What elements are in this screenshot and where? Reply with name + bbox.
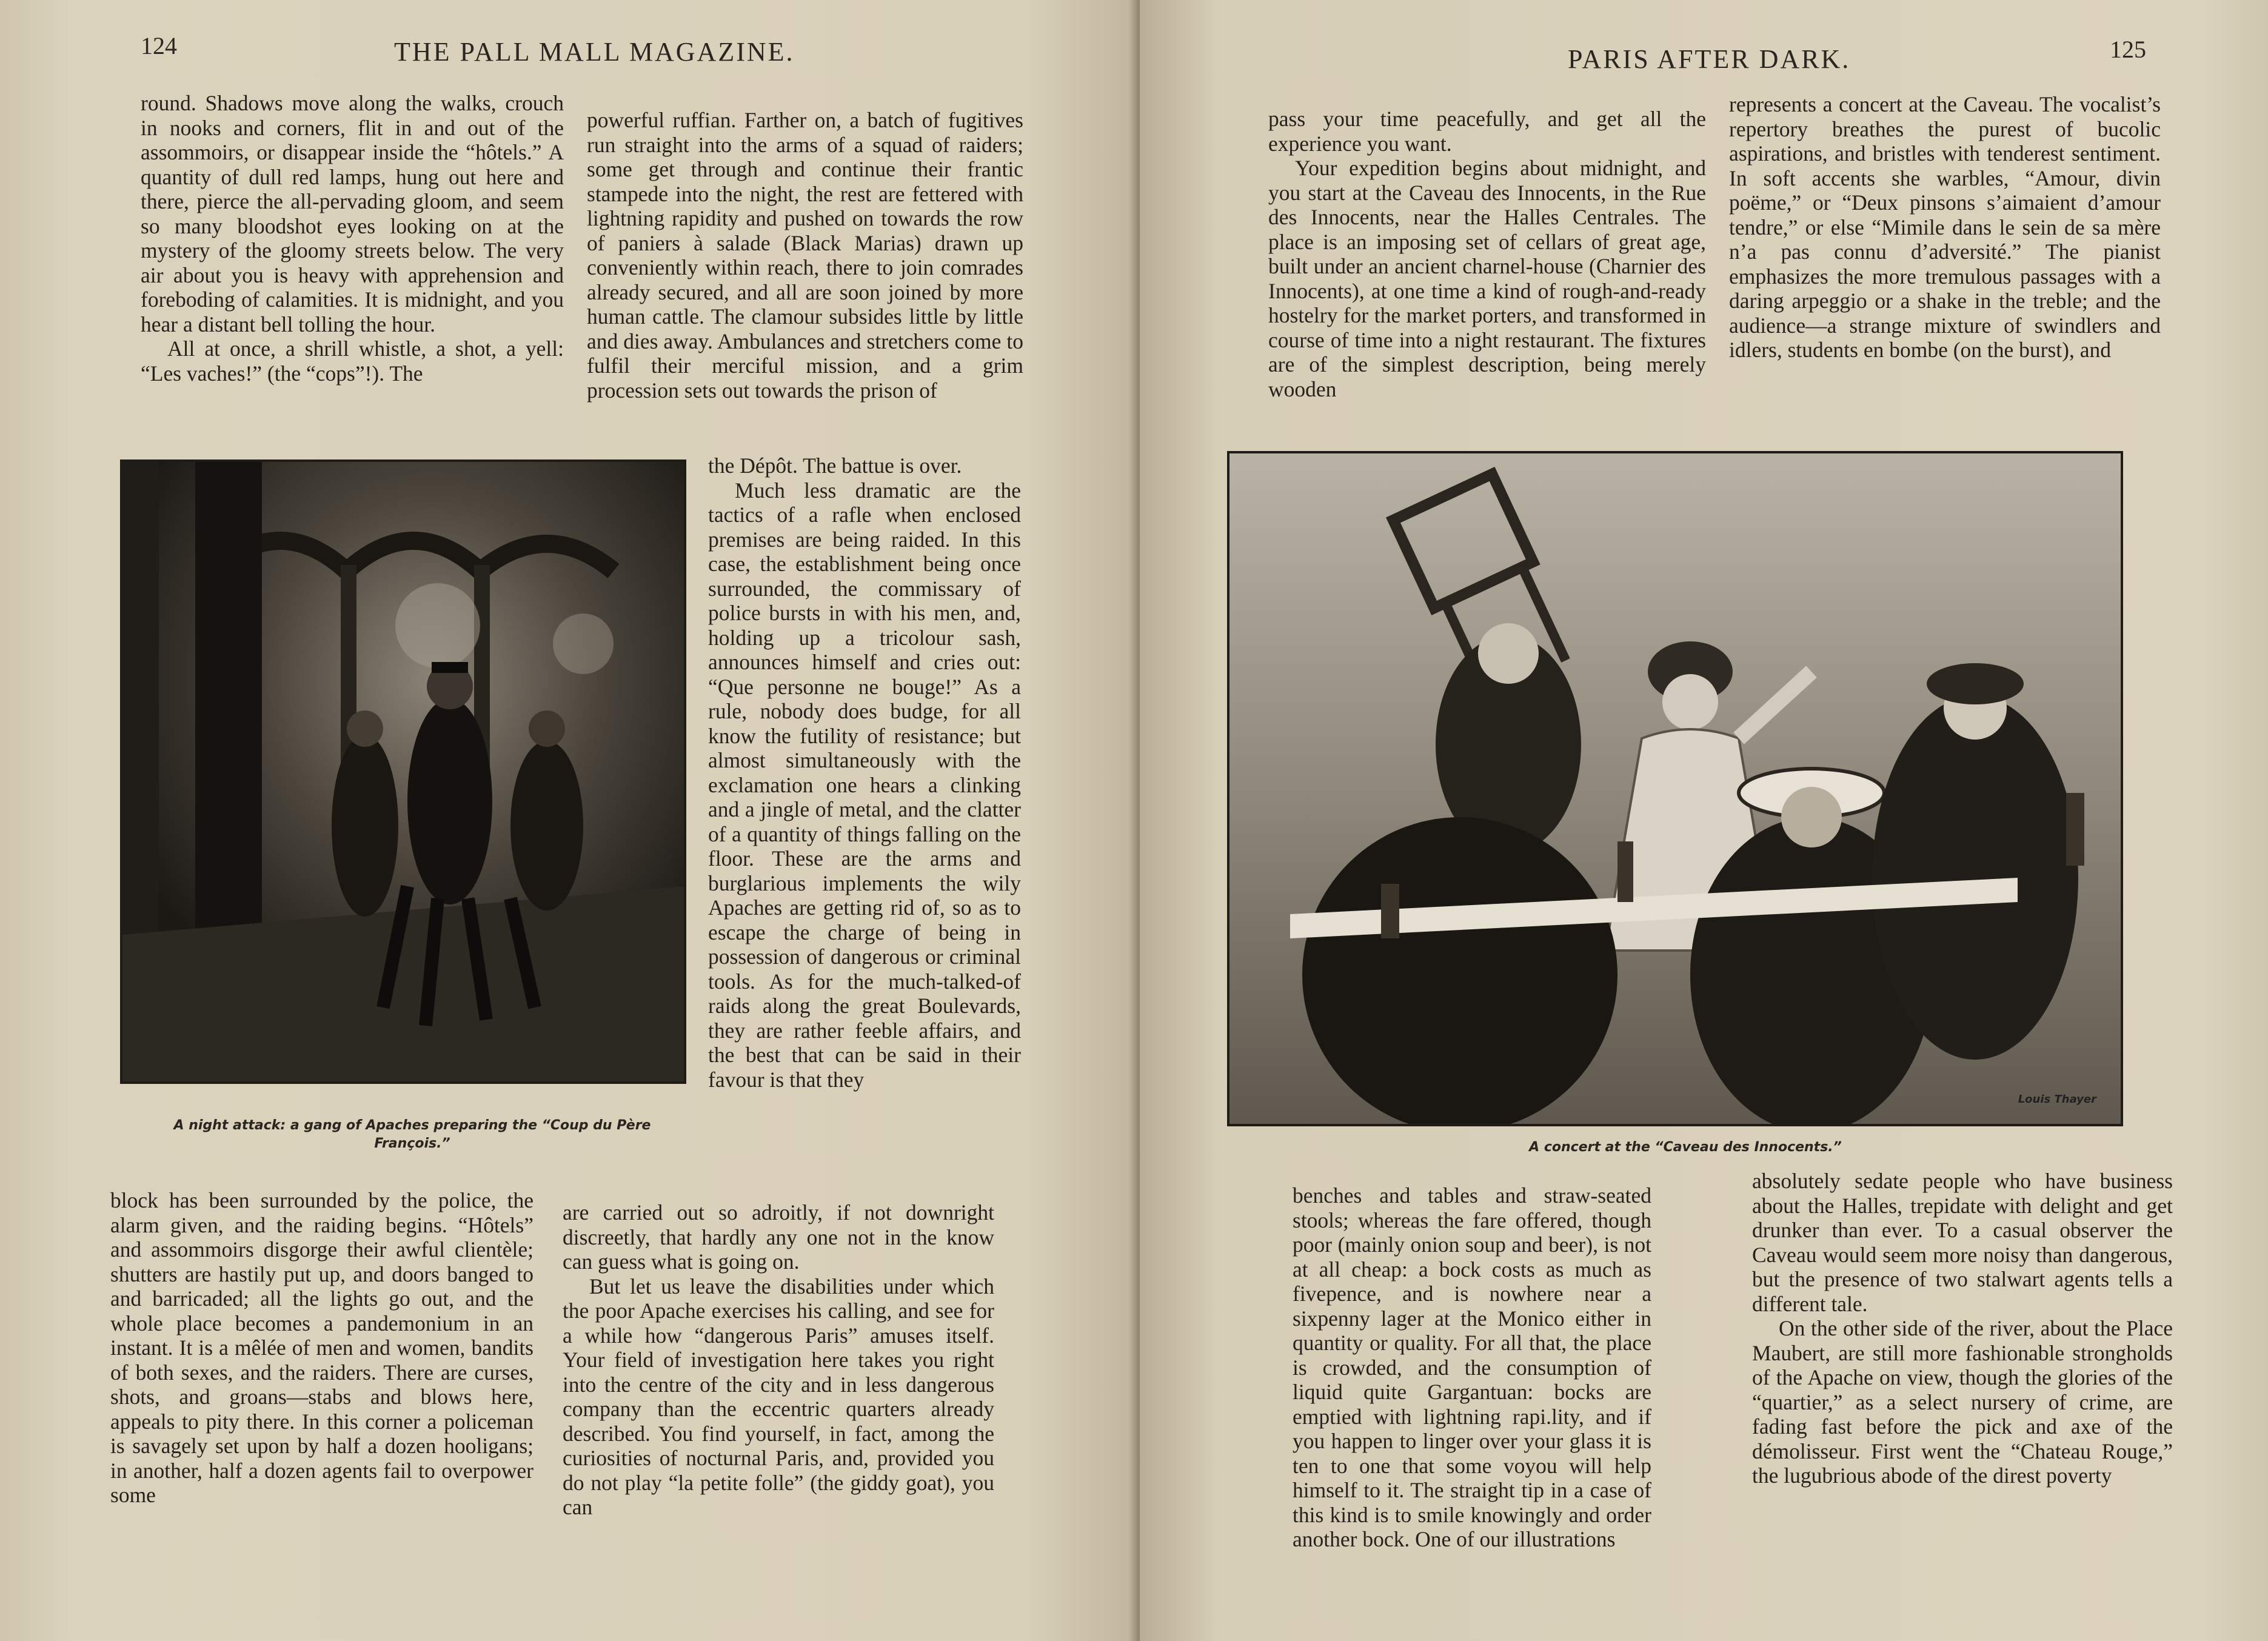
illustration-concert: [1227, 451, 2123, 1126]
paragraph: represents a concert at the Caveau. The vocalist’s repertory breathes the purest of bucolic aspirations, and bristles with tenderest sentiment. In soft accents she warbles, “Amour, divin poëme,” or “Deux pinsons s’aimaient d’amour tendre,” or else “Mimile dans le sein de sa mère n’a pas connu d’adversité.” The pianist emphasizes the more tremulous passages with a daring arpeggio or a shake in the treble; and the audience—a strange mixture of swindlers and idlers, students en bombe (on the burst), and: [1729, 92, 2161, 362]
paragraph: benches and tables and straw-seated stools; whereas the fare offered, though poor (mainly onion soup and beer), is not at all cheap: a bock costs as much as fivepence, and is nowhere near a sixpenny lager at the Monico either in quantity or quality. For all that, the place is crowded, and the consumption of liquid quite Gargantuan: bocks are emptied with lightning rapi.lity, and if you happen to linger over your glass it is ten to one that some voyou will help himself to it. The straight tip in a case of this kind is to smile knowingly and order another bock. One of our illustrations: [1293, 1183, 1651, 1551]
paragraph: absolutely sedate people who have business about the Halles, trepidate with delight and get drunker than ever. To a casual observer the Caveau would seem more noisy than dangerous, but the presence of two stalwart agents tells a different tale.: [1752, 1169, 2173, 1316]
right-col2-top: [1729, 92, 2161, 363]
paragraph: pass your time peacefully, and get all the experience you want.: [1268, 107, 1706, 156]
night-attack-drawing: [122, 462, 684, 1081]
left-folio: 124: [141, 32, 177, 59]
concert-drawing: [1229, 453, 2121, 1124]
right-page: [1140, 0, 2268, 1641]
paragraph: block has been surrounded by the police, the alarm given, and the raiding begins. “Hôtels” and assommoirs disgorge their awful clientèle; shutters are hastily put up, and doors banged to and barricaded; all the lights go out, and the whole place becomes a pandemonium in an instant. It is a mêlée of men and women, bandits of both sexes, and the raiders. There are curses, shots, and groans—stabs and blows here, appeals to pity there. In this corner a policeman is savagely set upon by half a dozen hooligans; in another, half a dozen agents fail to overpower some: [110, 1188, 534, 1507]
paragraph: Your expedition begins about midnight, and you start at the Caveau des Innocents, in the Rue des Innocents, near the Halles Centrales. The place is an imposing set of cellars of great age, built under an ancient charnel-house (Charnier des Innocents), at one time a kind of rough-and-ready hostelry for the market porters, and transformed in course of time into a night restaurant. The fixtures are of the simplest description, being merely wooden: [1268, 156, 1706, 401]
right-running-head: PARIS AFTER DARK.: [1568, 44, 1851, 74]
right-col1-bottom: [1293, 1183, 1651, 1552]
paragraph: are carried out so adroitly, if not downright discreetly, that hardly any one not in the know can guess what is going on.: [563, 1200, 994, 1274]
paragraph: round. Shadows move along the walks, crouch in nooks and corners, flit in and out of the assommoirs, or disappear inside the “hôtels.” A quantity of dull red lamps, hung out here and there, pierce the all-pervading gloom, and seem so many bloodshot eyes looking on at the mystery of the gloomy streets below. The very air about you is heavy with apprehension and foreboding of calamities. It is midnight, and you hear a distant bell tolling the hour.: [141, 91, 564, 336]
left-col2-narrow: [708, 453, 1021, 1092]
paragraph: powerful ruffian. Farther on, a batch of fugitives run straight into the arms of a squad of raiders; some get through and continue their frantic stampede into the night, the rest are fettered with lightning rapidity and pushed on towards the row of paniers à salade (Black Marias) drawn up conveniently within reach, there to join comrades already secured, and all are soon joined by more human cattle. The clamour subsides little by little and dies away. Ambulances and stretchers come to fulfil their merciful mission, and a grim procession sets out towards the prison of: [587, 108, 1023, 403]
illustrator-signature: Louis Thayer: [2018, 1093, 2096, 1106]
left-running-head: THE PALL MALL MAGAZINE.: [394, 37, 795, 67]
right-folio: 125: [2110, 36, 2146, 63]
paragraph: All at once, a shrill whistle, a shot, a yell: “Les vaches!” (the “cops”!). The: [141, 336, 564, 386]
paragraph: Much less dramatic are the tactics of a rafle when enclosed premises are being raided. In this case, the establishment being once surrounded, the commissary of police bursts in with his men, and, holding up a tricolour sash, announces himself and cries out: “Que personne ne bouge!” As a rule, nobody does budge, for all know the futility of resistance; but almost simultaneously with the exclamation one hears a clinking and a jingle of metal, and the clatter of a quantity of things falling on the floor. These are the arms and burglarious implements the wily Apaches are getting rid of, so as to escape the charge of being in possession of dangerous or criminal tools. As for the much-talked-of raids along the great Boulevards, they are rather feeble affairs, and the best that can be said in their favour is that they: [708, 478, 1021, 1092]
right-col1-top: [1268, 107, 1706, 401]
right-col2-bottom: [1752, 1169, 2173, 1488]
left-col1-bottom: [110, 1188, 534, 1508]
illustration-caption-right: A concert at the “Caveau des Innocents.”: [1529, 1140, 1842, 1155]
illustration-night-attack: [120, 460, 686, 1084]
paragraph: the Dépôt. The battue is over.: [708, 453, 962, 478]
paragraph: On the other side of the river, about the Place Maubert, are still more fashionable strongholds of the Apache on view, though the glories of the “quartier,” as a select nursery of crime, are fading fast before the pick and axe of the démolisseur. First went the “Chateau Rouge,” the lugubrious abode of the direst poverty: [1752, 1316, 2173, 1488]
left-col2-bottom: [563, 1200, 994, 1520]
illustration-caption-left: A night attack: a gang of Apaches preparing the “Coup du Père François.”: [173, 1118, 651, 1151]
left-col1-top: [141, 91, 564, 386]
left-col2-top: [587, 108, 1023, 403]
paragraph: But let us leave the disabilities under which the poor Apache exercises his calling, and see for a while how “dangerous Paris” amuses itself. Your field of investigation here takes you right into the centre of the city and in less dangerous company than the eccentric quarters already described. You find yourself, in fact, among the curiosities of nocturnal Paris, and, provided you do not play “la petite folle” (the giddy goat), you can: [563, 1274, 994, 1519]
